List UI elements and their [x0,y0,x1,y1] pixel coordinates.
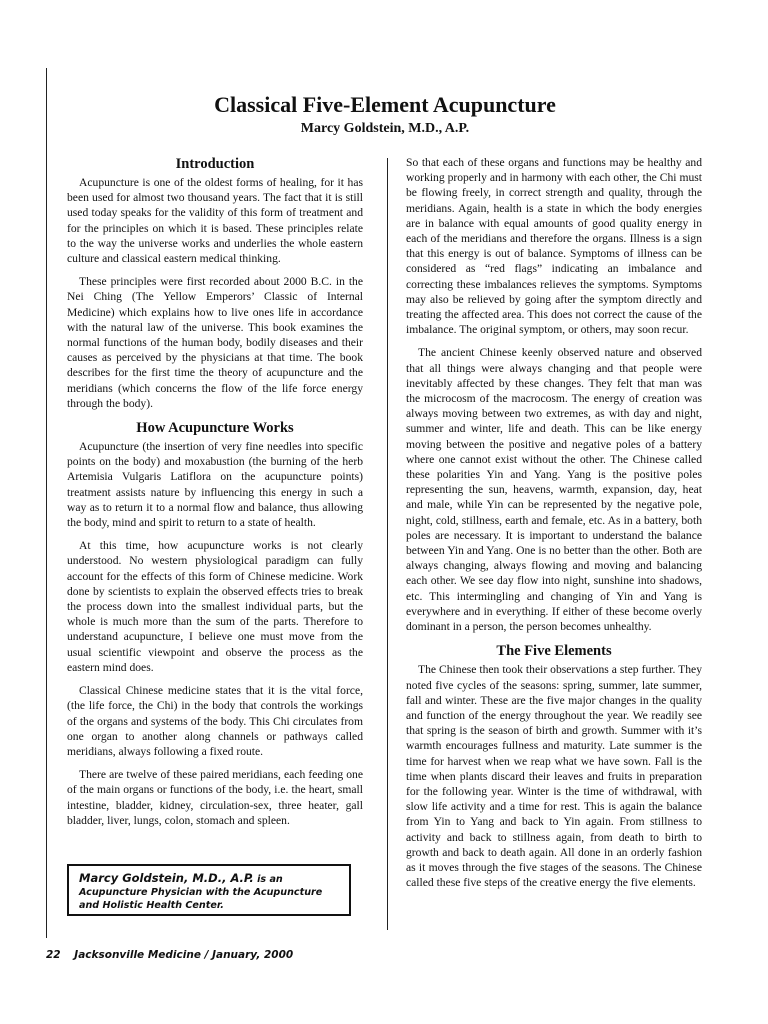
paragraph: The Chinese then took their observations a step further. They noted five cycles of the seasons: spring, summer, late summer, fall and winter. These are the five major changes in the quality and function of the energy throughout the year. We readily see that spring is the season of birth and growth. Summer with it’s warmth encourages fullness and maturity. Late summer is the time for harvest when we reap what we have sown. Fall is the time when plants discard their leaves and fruits in preparation for the following year. Winter is the time of withdrawal, with slow life activity and a time for rest. This is again the balance from Yin to Yang and back to Yin again. From stillness to activity and back to stillness again, from death to birth to growth and back to death again. All done in an orderly fashion as it moves through the five stages of the seasons. The Chinese called these five steps of the creative energy the five elements. [406,663,702,890]
paragraph: Acupuncture (the insertion of very fine needles into specific points on the body) and moxabustion (the burning of the herb Artemisia Vulgaris Latiflora on the acupuncture points) treatment assists nature by influencing this energy in such a way as to return it to a normal flow and balance, thus allowing the body, mind and spirit to return to a state of health. [67,440,363,530]
column-divider [387,158,388,930]
section-heading-introduction: Introduction [175,156,255,172]
article-title: Classical Five-Element Acupuncture [214,92,556,117]
right-column [406,155,702,898]
paragraph: These principles were first recorded about 2000 B.C. in the Nei Ching (The Yellow Emperors’ Classic of Internal Medicine) which explains how to live ones life in accordance with the natural law of the universe. This book examines the normal functions of the human body, bodily diseases and their causes as perceived by the physicians at that time. The book describes for the first time the theory of acupuncture and the meridians (which concerns the flow of the life force energy through the body). [67,275,363,410]
paragraph: There are twelve of these paired meridians, each feeding one of the main organs or functions of the body, i.e. the heart, small intestine, bladder, kidney, circulation-sex, three heater, gall bladder, liver, lungs, colon, stomach and spleen. [67,768,363,827]
paragraph: The ancient Chinese keenly observed nature and observed that all things were always changing and that people were inevitably affected by these changes. They felt that man was the microcosm of the macrocosm. The energy of creation was always moving between two extremes, as with day and night, summer and winter, life and death. This can be like energy moving between the positive and negative poles of a battery where one cannot exist without the other. The Chinese called these polarities Yin and Yang. Yang is the positive poles representing the sun, heavens, warmth, expansion, day, heat and male, while Yin can be represented by the negative pole, night, cold, stillness, earth and female, etc. As in a battery, both poles are necessary. It is important to understand the balance between Yin and Yang. One is no better than the other. Both are always changing, always flowing and moving and balancing each other. We see day flow into night, sunshine into shadows, etc. This intermingling and changing of Yin and Yang is everywhere and in everything. If either of these become overly dominant in a person, the person becomes unhealthy. [406,346,702,634]
paragraph: Classical Chinese medicine states that it is the vital force, (the life force, the Chi) in the body that controls the workings of the organs and systems of the body. This Chi circulates from one organ to another along channels or pathways called meridians, always following a fixed route. [67,684,363,758]
paragraph: At this time, how acupuncture works is not clearly understood. No western physiological paradigm can fully account for the effects of this form of Chinese medicine. Work done by scientists to explain the observed effects tries to break the process down into the smallest individual parts, but the whole is much more than the sum of the parts. Therefore to understand acupuncture, I believe one must move from the usual scientific viewpoint and observe the process as the eastern mind does. [67,539,363,674]
section-heading-five-elements: The Five Elements [496,643,612,660]
paragraph: So that each of these organs and functions may be healthy and working properly and in harmony with each other, the Chi must be flowing freely, in correct strength and quality, through the meridians. Again, health is a state in which the body energies are in balance with equal amounts of good quality energy in each of the meridians and therefore the organs. Illness is a sign that this energy is out of balance. Symptoms of illness can be considered as “red flags” indicating an imbalance and correcting these imbalances relieves the symptoms. Symptoms may also be relieved by going after the symptom directly and treating the affected area. This does not correct the cause of the imbalance. The original symptom, or others, may soon recur. [406,156,702,337]
section-heading-how-acupuncture-works: How Acupuncture Works [136,420,294,437]
page-number: 22 [46,949,61,961]
left-margin-rule [46,68,47,938]
publication-name: Jacksonville Medicine / January, 2000 [74,949,294,961]
paragraph: Acupuncture is one of the oldest forms of healing, for it has been used for almost two thousand years. The fact that it is still used today speaks for the validity of this form of treatment and for the principles on which it is based. These principles relate to the way the universe works and underlies the whole eastern culture and classical eastern medical thinking. [67,176,363,266]
bio-author-name: Marcy Goldstein, M.D., A.P. [79,871,254,885]
page-footer [46,949,293,961]
left-column [67,155,363,836]
article-author: Marcy Goldstein, M.D., A.P. [300,121,470,136]
bio-text: is an Acupuncture Physician with the Acupuncture and Holistic Health Center. [79,874,323,911]
author-bio-box [67,864,351,916]
